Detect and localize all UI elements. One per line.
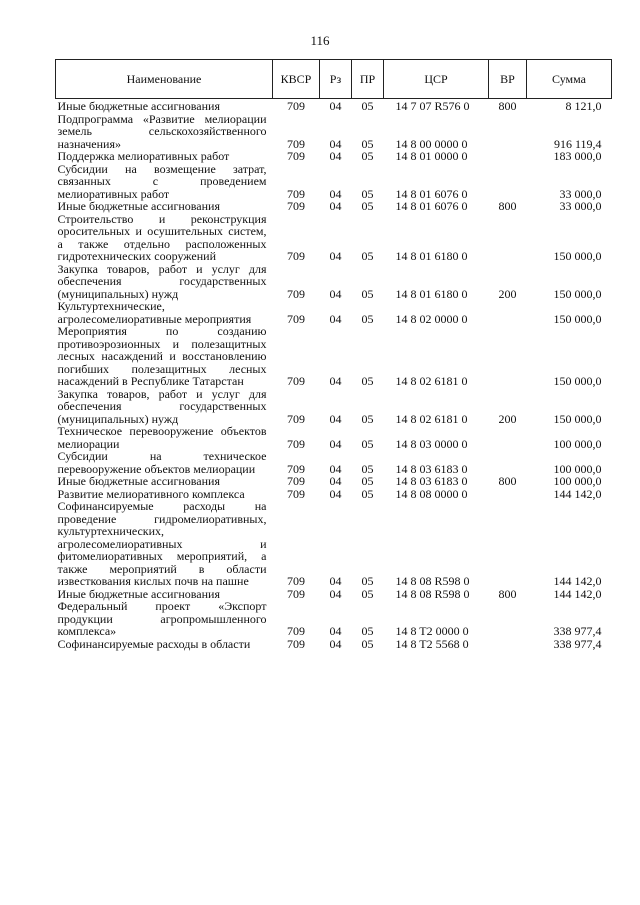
- cell-csr: 14 8 01 6180 0: [395, 286, 468, 301]
- cell-kvsr: 709: [287, 461, 305, 476]
- cell-pr: 05: [361, 474, 374, 488]
- cell-name: Софинансируемые расходы в области: [57, 636, 251, 651]
- cell-vr: [489, 325, 527, 388]
- cell-name: Иные бюджетные ассигнования: [57, 99, 220, 113]
- cell-rz: 04: [329, 249, 342, 263]
- cell-pr: 05: [361, 624, 374, 638]
- cell-rz: 04: [329, 474, 342, 488]
- cell-sum: 33 000,0: [559, 199, 602, 213]
- cell-sum: 100 000,0: [553, 461, 602, 476]
- table-row: [56, 263, 612, 301]
- cell-name: Субсидии на техническое перевооружение объектов мелиорации: [57, 449, 267, 476]
- cell-pr: 05: [361, 249, 374, 263]
- cell-pr: 05: [361, 374, 374, 388]
- cell-sum: 100 000,0: [553, 474, 602, 488]
- cell-kvsr: 709: [287, 586, 305, 601]
- cell-name: Субсидии на возмещение затрат, связанных с проведением мелиоративных работ: [57, 161, 267, 201]
- cell-csr: 14 8 T2 5568 0: [395, 636, 469, 651]
- cell-vr: [489, 600, 527, 638]
- cell-name: Иные бюджетные ассигнования: [57, 474, 220, 488]
- cell-rz: 04: [329, 636, 342, 651]
- cell-sum: 8 121,0: [565, 99, 602, 113]
- table-row: [56, 325, 612, 388]
- cell-name: Культуртехнические, агролесомелиоративные мероприятия: [57, 299, 252, 326]
- cell-kvsr: 709: [287, 436, 305, 451]
- cell-sum: 150 000,0: [553, 411, 602, 426]
- cell-rz: 04: [329, 586, 342, 601]
- cell-vr: 800: [498, 474, 517, 488]
- cell-vr: 200: [498, 286, 517, 301]
- cell-vr: [489, 450, 527, 475]
- cell-name: Поддержка мелиоративных работ: [57, 149, 230, 163]
- cell-name: Федеральный проект «Экспорт продукции агропромышленного комплекса»: [57, 599, 267, 638]
- table-row: [56, 113, 612, 151]
- header-vr: ВР: [489, 60, 527, 99]
- table-row: [56, 425, 612, 450]
- cell-kvsr: 709: [287, 149, 305, 163]
- cell-csr: 14 8 02 6181 0: [395, 411, 468, 426]
- table-row: [56, 475, 612, 488]
- cell-rz: 04: [329, 486, 342, 501]
- table-row: [56, 388, 612, 426]
- cell-name: Закупка товаров, работ и услуг для обеспечения государственных (муниципальных) нужд: [57, 386, 267, 426]
- cell-name: Подпрограмма «Развитие мелиорации земель сельскохозяйственного назначения»: [57, 111, 267, 151]
- cell-vr: 800: [498, 199, 517, 213]
- table-row: [56, 200, 612, 213]
- cell-pr: 05: [361, 286, 374, 301]
- cell-name: Иные бюджетные ассигнования: [57, 199, 220, 213]
- cell-rz: 04: [329, 99, 342, 113]
- header-kvsr: КВСР: [273, 60, 320, 99]
- cell-name: Софинансируемые расходы на проведение гидромелиоративных, культуртехнических, агролесомелиоративных и фитомелиоративных мероприятий, а также мероприятий в области известкования кислых почв на пашне: [57, 499, 267, 588]
- cell-kvsr: 709: [287, 199, 305, 213]
- cell-name: Строительство и реконструкция оросительных и осушительных систем, а также отдельно расположенных гидротехнических сооружений: [57, 211, 267, 263]
- cell-sum: 150 000,0: [553, 249, 602, 263]
- table-row: [56, 500, 612, 588]
- cell-sum: 150 000,0: [553, 311, 602, 326]
- cell-rz: 04: [329, 311, 342, 326]
- cell-csr: 14 8 01 6076 0: [395, 199, 468, 213]
- table-row: [56, 163, 612, 201]
- cell-name: Закупка товаров, работ и услуг для обеспечения государственных (муниципальных) нужд: [57, 261, 267, 301]
- budget-table: [55, 59, 612, 650]
- cell-rz: 04: [329, 461, 342, 476]
- cell-kvsr: 709: [287, 374, 305, 388]
- cell-kvsr: 709: [287, 411, 305, 426]
- cell-kvsr: 709: [287, 486, 305, 501]
- cell-pr: 05: [361, 436, 374, 451]
- cell-pr: 05: [361, 136, 374, 151]
- cell-vr: [489, 113, 527, 151]
- cell-vr: [489, 150, 527, 163]
- cell-kvsr: 709: [287, 474, 305, 488]
- header-name: Наименование: [56, 60, 273, 99]
- cell-csr: 14 8 00 0000 0: [395, 136, 468, 151]
- cell-csr: 14 8 02 6181 0: [395, 374, 468, 388]
- table-row: [56, 638, 612, 651]
- cell-name: Техническое перевооружение объектов мелиорации: [57, 424, 267, 451]
- cell-kvsr: 709: [287, 311, 305, 326]
- cell-csr: 14 8 T2 0000 0: [395, 624, 469, 638]
- cell-csr: 14 8 03 0000 0: [395, 436, 468, 451]
- table-row: [56, 450, 612, 475]
- cell-csr: 14 8 03 6183 0: [395, 461, 468, 476]
- cell-sum: 144 142,0: [553, 486, 602, 501]
- cell-vr: [489, 213, 527, 263]
- cell-kvsr: 709: [287, 636, 305, 651]
- table-header-row: [56, 60, 612, 99]
- cell-pr: 05: [361, 636, 374, 651]
- table-row: [56, 99, 612, 113]
- cell-csr: 14 8 01 0000 0: [395, 149, 468, 163]
- cell-rz: 04: [329, 374, 342, 388]
- cell-kvsr: 709: [287, 249, 305, 263]
- cell-rz: 04: [329, 574, 342, 588]
- table-row: [56, 213, 612, 263]
- cell-pr: 05: [361, 486, 374, 501]
- cell-csr: 14 8 03 6183 0: [395, 474, 468, 488]
- cell-sum: 338 977,4: [553, 624, 602, 638]
- cell-pr: 05: [361, 574, 374, 588]
- cell-csr: 14 8 08 R598 0: [395, 574, 470, 588]
- cell-csr: 14 7 07 R576 0: [395, 99, 470, 113]
- cell-pr: 05: [361, 149, 374, 163]
- cell-vr: [489, 425, 527, 450]
- cell-rz: 04: [329, 286, 342, 301]
- cell-sum: 338 977,4: [553, 636, 602, 651]
- table-row: [56, 300, 612, 325]
- cell-rz: 04: [329, 149, 342, 163]
- cell-sum: 150 000,0: [553, 286, 602, 301]
- cell-kvsr: 709: [287, 136, 305, 151]
- cell-csr: 14 8 08 R598 0: [395, 586, 470, 601]
- cell-rz: 04: [329, 186, 342, 201]
- cell-csr: 14 8 01 6076 0: [395, 186, 468, 201]
- cell-rz: 04: [329, 136, 342, 151]
- cell-sum: 144 142,0: [553, 574, 602, 588]
- cell-vr: 200: [498, 411, 517, 426]
- cell-kvsr: 709: [287, 186, 305, 201]
- table-row: [56, 150, 612, 163]
- header-csr: ЦСР: [384, 60, 489, 99]
- cell-rz: 04: [329, 624, 342, 638]
- cell-sum: 183 000,0: [553, 149, 602, 163]
- cell-pr: 05: [361, 586, 374, 601]
- cell-pr: 05: [361, 199, 374, 213]
- cell-sum: 33 000,0: [559, 186, 602, 201]
- cell-pr: 05: [361, 99, 374, 113]
- cell-kvsr: 709: [287, 99, 305, 113]
- cell-vr: [489, 163, 527, 201]
- cell-name: Иные бюджетные ассигнования: [57, 586, 220, 601]
- cell-pr: 05: [361, 186, 374, 201]
- header-rz: Рз: [320, 60, 352, 99]
- cell-rz: 04: [329, 199, 342, 213]
- table-body: [56, 99, 612, 651]
- cell-kvsr: 709: [287, 574, 305, 588]
- cell-name: Развитие мелиоративного комплекса: [57, 486, 245, 501]
- cell-sum: 916 119,4: [553, 136, 602, 151]
- header-pr: ПР: [352, 60, 384, 99]
- cell-vr: [489, 300, 527, 325]
- header-sum: Сумма: [527, 60, 612, 99]
- cell-pr: 05: [361, 461, 374, 476]
- cell-sum: 100 000,0: [553, 436, 602, 451]
- cell-rz: 04: [329, 436, 342, 451]
- cell-vr: [489, 638, 527, 651]
- cell-csr: 14 8 02 0000 0: [395, 311, 468, 326]
- cell-vr: 800: [498, 99, 517, 113]
- cell-vr: [489, 500, 527, 588]
- cell-vr: [489, 488, 527, 501]
- cell-name: Мероприятия по созданию противоэрозионных и полезащитных лесных насаждений и восстановлению погибших полезащитных лесных насаждений в Республике Татарстан: [57, 324, 267, 388]
- cell-csr: 14 8 08 0000 0: [395, 486, 468, 501]
- cell-sum: 150 000,0: [553, 374, 602, 388]
- table-row: [56, 600, 612, 638]
- cell-kvsr: 709: [287, 624, 305, 638]
- cell-vr: 800: [498, 586, 517, 601]
- page-number: 116: [310, 33, 330, 48]
- cell-pr: 05: [361, 411, 374, 426]
- cell-kvsr: 709: [287, 286, 305, 301]
- cell-csr: 14 8 01 6180 0: [395, 249, 468, 263]
- cell-pr: 05: [361, 311, 374, 326]
- cell-sum: 144 142,0: [553, 586, 602, 601]
- cell-rz: 04: [329, 411, 342, 426]
